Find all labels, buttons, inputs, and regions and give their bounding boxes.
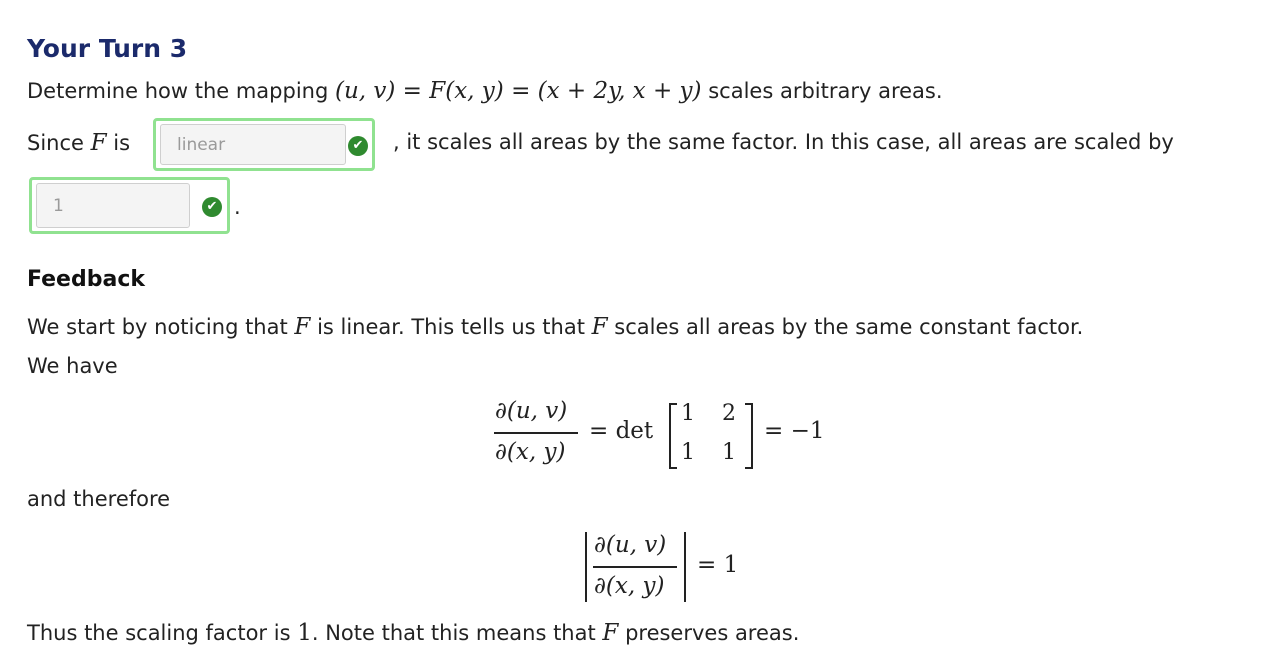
matrix-cell: 1 (681, 440, 695, 465)
det-result: = −1 (764, 418, 825, 444)
answer-box-factor (29, 177, 230, 234)
matrix-left-bracket (669, 403, 677, 469)
var-f: F (90, 130, 107, 156)
matrix-cell: 1 (681, 401, 695, 426)
linearity-answer-input[interactable] (160, 124, 346, 165)
abs-denominator: ∂(x, y) (594, 573, 665, 599)
feedback-line-4: Thus the scaling factor is 1. Note that this means that F preserves areas. (27, 620, 800, 646)
since-label: Since F is (27, 130, 131, 156)
correct-check-icon: ✔ (348, 136, 368, 156)
question-formula: (u, v) = F(x, y) = (x + 2y, x + y) (335, 78, 702, 104)
question-line (27, 78, 943, 104)
abs-bar-left (585, 532, 587, 602)
sentence-middle: , it scales all areas by the same factor. In this case, all areas are scaled by (393, 130, 1174, 154)
scale-factor-answer-input[interactable] (36, 183, 190, 228)
jacobian-numerator: ∂(u, v) (495, 398, 568, 424)
fraction-bar (494, 432, 578, 434)
jacobian-denominator: ∂(x, y) (495, 439, 566, 465)
matrix-cell: 1 (722, 440, 736, 465)
question-suffix: scales arbitrary areas. (708, 79, 943, 103)
feedback-line-3: and therefore (27, 487, 171, 511)
sentence-period: . (234, 195, 241, 219)
answer-box-linearity (153, 118, 375, 171)
feedback-line-2: We have (27, 354, 118, 378)
correct-check-icon: ✔ (202, 197, 222, 217)
matrix-right-bracket (745, 403, 753, 469)
feedback-heading: Feedback (27, 267, 145, 292)
page-title: Your Turn 3 (27, 34, 188, 63)
abs-result: = 1 (697, 552, 739, 578)
feedback-line-1: We start by noticing that F is linear. This tells us that F scales all areas by the same constant factor. (27, 314, 1084, 340)
det-label: = det (589, 418, 654, 444)
fraction-bar (593, 566, 677, 568)
abs-numerator: ∂(u, v) (594, 532, 667, 558)
matrix-cell: 2 (722, 401, 736, 426)
question-prefix: Determine how the mapping (27, 79, 329, 103)
abs-bar-right (684, 532, 686, 602)
